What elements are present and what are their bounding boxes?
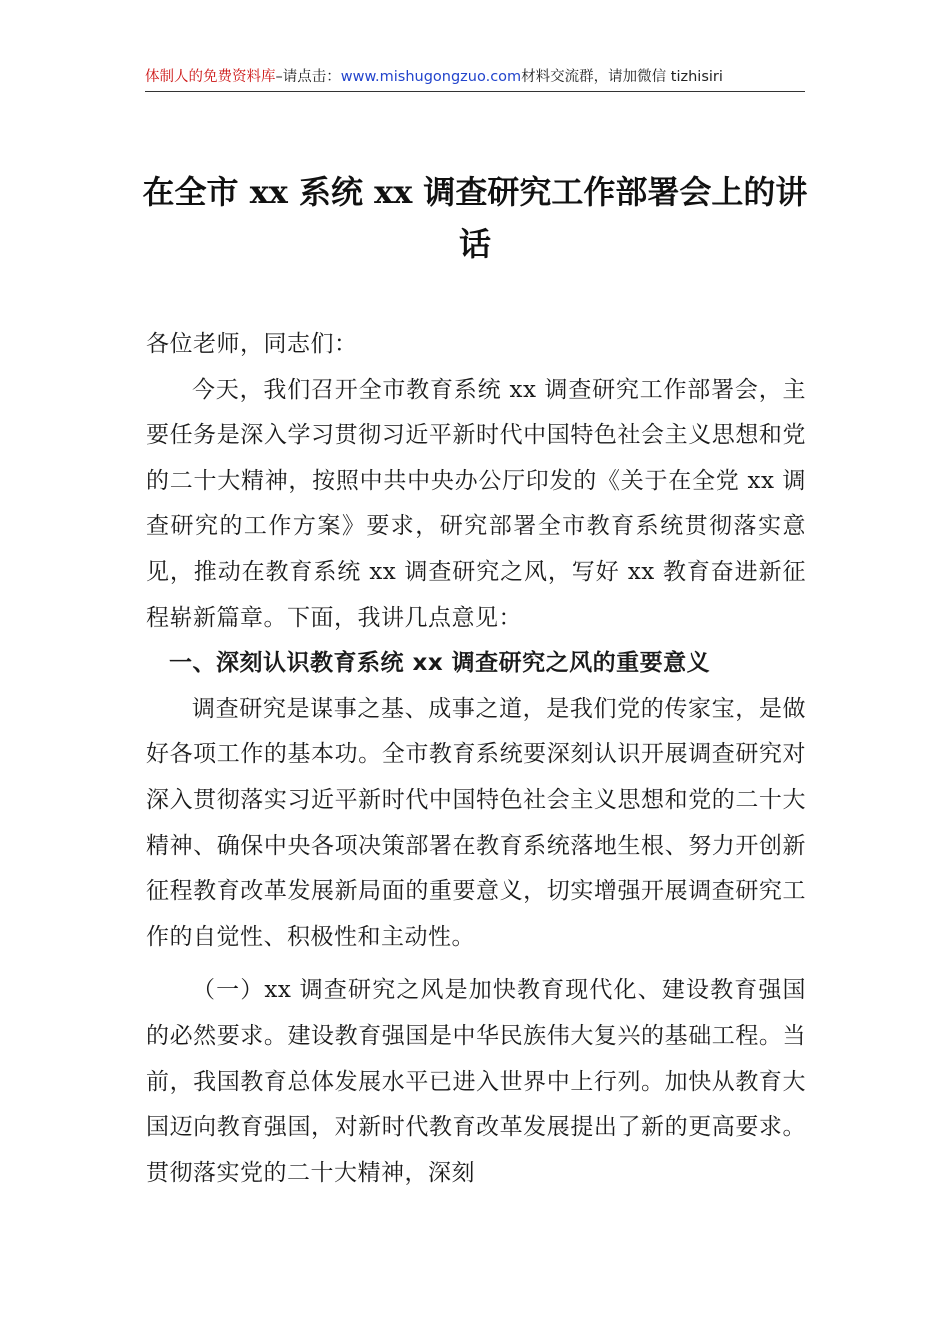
salutation: 各位老师，同志们： bbox=[146, 331, 358, 357]
paragraph-subsection-1: （一）xx 调查研究之风是加快教育现代化、建设教育强国的必然要求。建设教育强国是中华民族伟大复兴的基础工程。当前，我国教育总体发展水平已进入世界中上行列。加快从教育大国迈向教育强国，对新时代教育改革发展提出了新的更高要求。贯彻落实党的二十大精神，深刻 bbox=[146, 977, 806, 1186]
document-title: 在全市 xx 系统 xx 调查研究工作部署会上的讲话 bbox=[142, 173, 808, 263]
header-prompt: –请点击： bbox=[275, 69, 341, 85]
header-divider bbox=[145, 91, 805, 92]
paragraph-section-1: 调查研究是谋事之基、成事之道，是我们党的传家宝，是做好各项工作的基本功。全市教育系统要深刻认识开展调查研究对深入贯彻落实习近平新时代中国特色社会主义思想和党的二十大精神、确保中央各项决策部署在教育系统落地生根、努力开创新征程教育改革发展新局面的重要意义，切实增强开展调查研究工作的自觉性、积极性和主动性。 bbox=[146, 695, 806, 950]
section-heading: 一、深刻认识教育系统 xx 调查研究之风的重要意义 bbox=[169, 650, 711, 677]
header-link[interactable]: www.mishugongzuo.com bbox=[340, 69, 522, 85]
header-note: 材料交流群，请加微信 tizhisiri bbox=[521, 69, 723, 85]
paragraph-intro: 今天，我们召开全市教育系统 xx 调查研究工作部署会，主要任务是深入学习贯彻习近平新时代中国特色社会主义思想和党的二十大精神，按照中共中央办公厅印发的《关于在全党 xx 调查研究的工作方案》要求，研究部署全市教育系统贯彻落实意见，推动在教育系统 xx 调查研究之风，写好 xx 教育奋进新征程崭新篇章。下面，我讲几点意见： bbox=[146, 376, 806, 631]
header-banner bbox=[145, 66, 805, 88]
site-name: 体制人的免费资料库 bbox=[145, 69, 276, 85]
document-body bbox=[146, 322, 806, 1196]
